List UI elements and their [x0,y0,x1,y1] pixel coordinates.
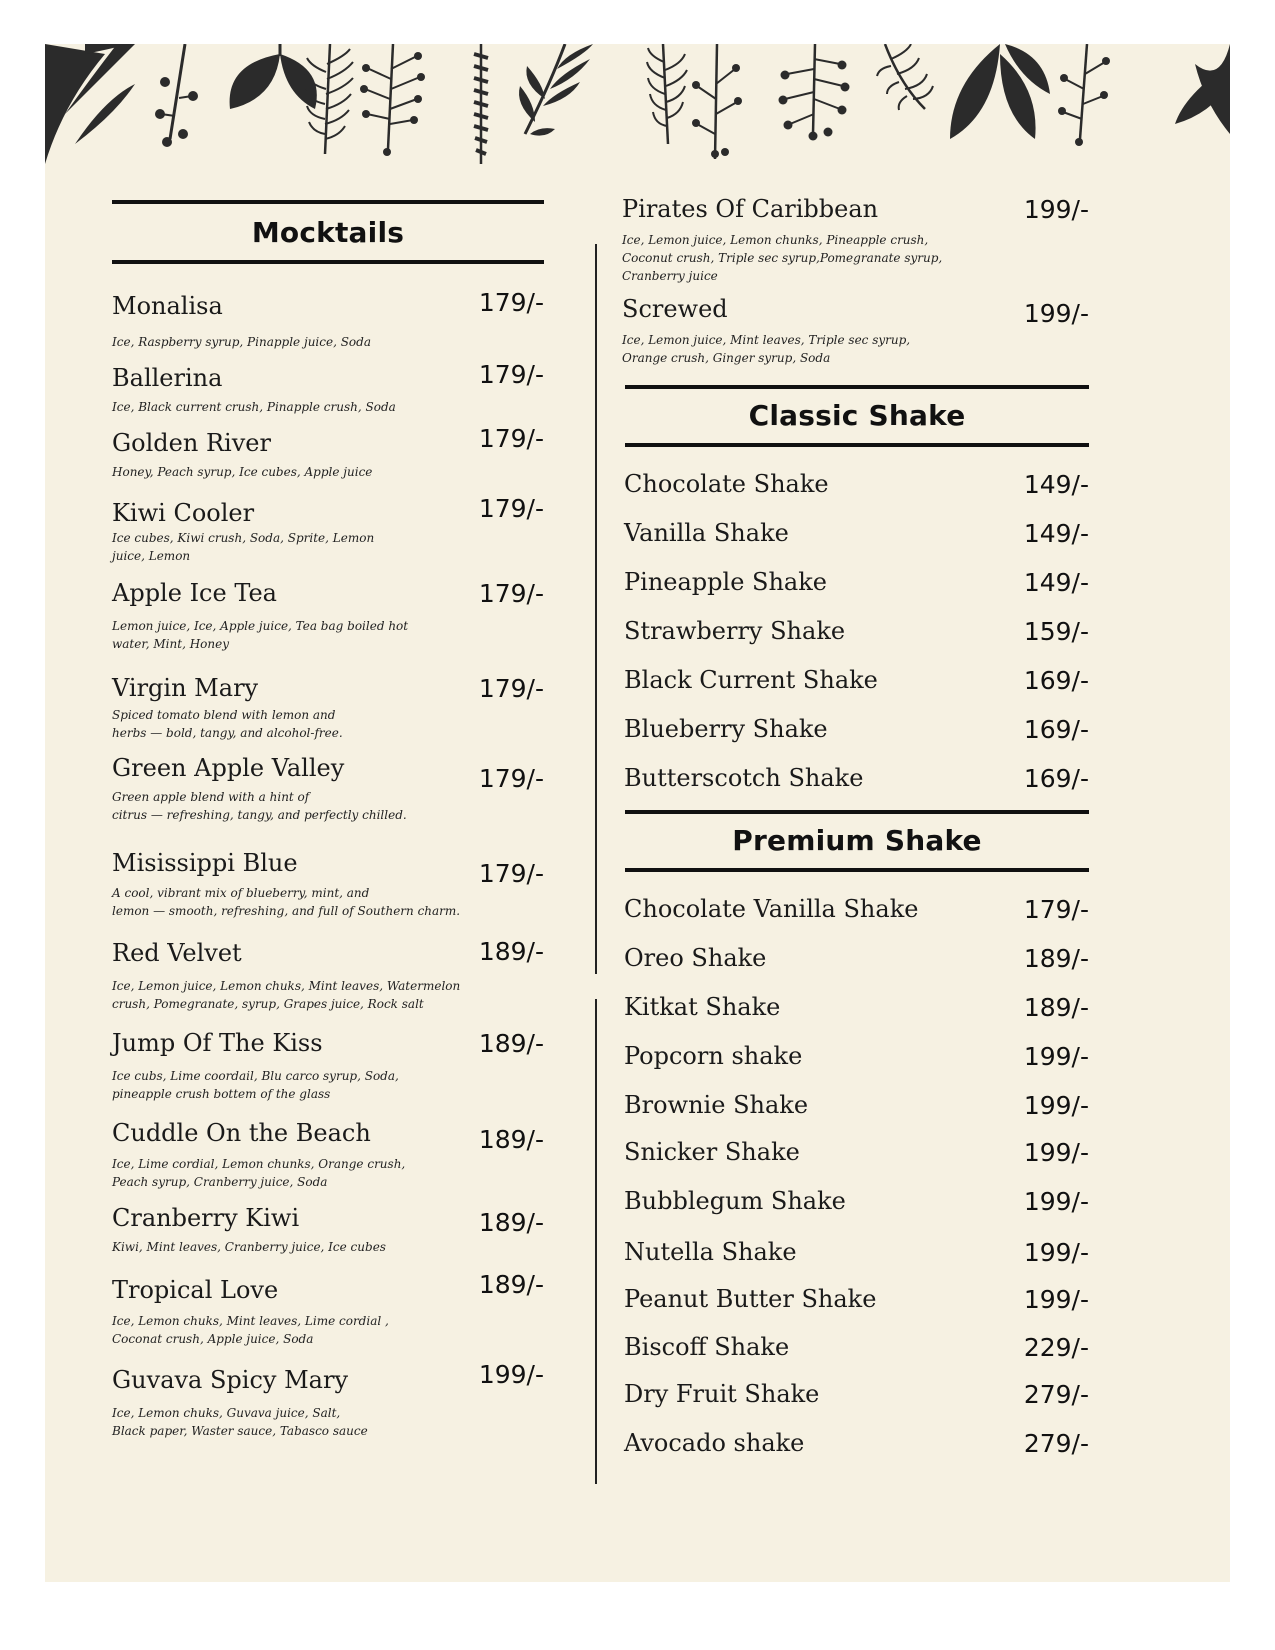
item-name: Peanut Butter Shake [624,1285,877,1313]
item-name: Kitkat Shake [624,993,781,1021]
premium-shake-heading-block [625,810,1089,872]
menu-item [624,519,1089,559]
menu-item [624,666,1089,706]
menu-item [624,568,1089,608]
item-name: Chocolate Vanilla Shake [624,895,919,923]
item-name: Dry Fruit Shake [624,1380,820,1408]
item-price: 179/- [478,674,544,703]
heading-rule-bottom [112,260,544,264]
item-name: Apple Ice Tea [112,579,277,607]
menu-item [624,1238,1089,1278]
menu-item [112,494,544,563]
menu-item [622,195,1089,283]
item-price: 149/- [1023,519,1089,548]
item-name: Ballerina [112,364,223,392]
item-description: Ice, Lemon juice, Mint leaves, Triple sec syrup, Orange crush, Ginger syrup, Soda [622,333,911,365]
heading-rule-top [112,200,544,204]
item-name: Pirates Of Caribbean [622,195,879,223]
item-price: 189/- [478,1208,544,1237]
heading-rule-top [625,810,1089,814]
item-price: 189/- [478,937,544,966]
item-price: 189/- [1023,993,1089,1022]
menu-item [112,1360,544,1438]
heading-rule-top [625,385,1089,389]
premium-shake-heading: Premium Shake [732,824,982,857]
item-price: 199/- [1023,1091,1089,1120]
item-name: Guvava Spicy Mary [112,1366,349,1394]
item-name: Vanilla Shake [624,519,789,547]
item-name: Tropical Love [112,1276,279,1304]
menu-item [624,764,1089,804]
menu-item [624,1333,1089,1373]
menu-item [624,1380,1089,1420]
item-description: Ice, Black current crush, Pinapple crush, Soda [112,400,396,414]
item-price: 179/- [478,764,544,793]
item-name: Misissippi Blue [112,849,298,877]
menu-item [112,360,544,414]
menu-item [112,674,544,740]
item-description: Ice, Lemon chuks, Guvava juice, Salt, Black paper, Waster sauce, Tabasco sauce [112,1406,368,1438]
item-name: Cuddle On the Beach [112,1119,371,1147]
menu-item [112,849,544,918]
item-price: 159/- [1023,617,1089,646]
menu-item [112,1119,544,1189]
column-divider-lower [595,999,597,1484]
heading-rule-bottom [625,868,1089,872]
menu-item [624,1042,1089,1082]
item-name: Monalisa [112,292,223,320]
menu-item [112,1270,544,1346]
item-name: Brownie Shake [624,1091,809,1119]
menu-item [624,1285,1089,1325]
classic-shake-heading-block [625,385,1089,447]
item-description: Ice cubs, Lime coordail, Blu carco syrup, Soda, pineapple crush bottem of the glass [112,1069,399,1101]
item-name: Avocado shake [624,1429,805,1457]
menu-item [624,993,1089,1033]
item-name: Bubblegum Shake [624,1187,846,1215]
item-price: 189/- [478,1029,544,1058]
menu-item [622,295,1089,365]
menu-item [624,1138,1089,1178]
menu-item [624,470,1089,510]
item-name: Screwed [622,295,728,323]
item-price: 169/- [1023,764,1089,793]
menu-item [624,1091,1089,1131]
item-price: 199/- [1023,299,1089,328]
item-name: Pineapple Shake [624,568,827,596]
menu-item [624,1429,1089,1469]
item-description: A cool, vibrant mix of blueberry, mint, and lemon — smooth, refreshing, and full of Southern charm. [112,886,461,918]
item-name: Green Apple Valley [112,754,345,782]
item-description: Ice, Lemon juice, Lemon chuks, Mint leaves, Watermelon crush, Pomegranate, syrup, Grapes juice, Rock salt [112,979,461,1011]
item-name: Blueberry Shake [624,715,828,743]
item-name: Red Velvet [112,939,242,967]
item-description: Ice, Raspberry syrup, Pinapple juice, Soda [112,335,371,349]
item-price: 169/- [1023,666,1089,695]
item-description: Honey, Peach syrup, Ice cubes, Apple juice [112,465,373,479]
item-price: 179/- [478,859,544,888]
item-name: Chocolate Shake [624,470,829,498]
item-price: 189/- [478,1270,544,1299]
menu-page [45,44,1230,1582]
item-price: 189/- [1023,944,1089,973]
menu-item [112,1029,544,1101]
menu-item [112,754,544,822]
item-name: Cranberry Kiwi [112,1204,300,1232]
item-price: 199/- [1023,1238,1089,1267]
item-price: 199/- [1023,1138,1089,1167]
item-price: 279/- [1023,1429,1089,1458]
menu-item [112,288,544,349]
item-price: 179/- [478,579,544,608]
item-description: Ice, Lemon juice, Lemon chunks, Pineapple crush, Coconut crush, Triple sec syrup,Pomegranate syrup, Cranberry juice [622,233,943,283]
item-price: 179/- [478,360,544,389]
menu-item [112,424,544,479]
menu-item [624,617,1089,657]
item-name: Butterscotch Shake [624,764,864,792]
menu-item [112,1204,544,1254]
menu-item [624,1187,1089,1227]
item-description: Ice cubes, Kiwi crush, Soda, Sprite, Lemon juice, Lemon [112,531,375,563]
item-price: 199/- [1023,1285,1089,1314]
item-name: Popcorn shake [624,1042,803,1070]
item-name: Golden River [112,429,271,457]
item-name: Snicker Shake [624,1138,800,1166]
menu-item [624,895,1089,935]
menu-item [624,944,1089,984]
item-price: 199/- [1023,1187,1089,1216]
mocktails-heading-block [112,200,544,264]
item-description: Ice, Lemon chuks, Mint leaves, Lime cordial , Coconat crush, Apple juice, Soda [112,1314,389,1346]
item-name: Black Current Shake [624,666,878,694]
item-price: 149/- [1023,568,1089,597]
classic-shake-heading: Classic Shake [748,399,966,432]
menu-item [112,937,544,1011]
item-name: Oreo Shake [624,944,767,972]
item-description: Ice, Lime cordial, Lemon chunks, Orange crush, Peach syrup, Cranberry juice, Soda [112,1157,406,1189]
item-price: 179/- [478,494,544,523]
item-price: 179/- [478,424,544,453]
item-name: Virgin Mary [112,674,259,702]
heading-rule-bottom [625,443,1089,447]
mocktails-heading: Mocktails [251,216,405,249]
item-name: Biscoff Shake [624,1333,790,1361]
item-price: 169/- [1023,715,1089,744]
item-description: Spiced tomato blend with lemon and herbs — bold, tangy, and alcohol-free. [112,708,343,740]
item-description: Lemon juice, Ice, Apple juice, Tea bag boiled hot water, Mint, Honey [112,619,409,651]
menu-item [112,579,544,651]
item-name: Nutella Shake [624,1238,797,1266]
item-price: 199/- [1023,1042,1089,1071]
item-price: 189/- [478,1125,544,1154]
menu-item [624,715,1089,755]
item-price: 229/- [1023,1333,1089,1362]
item-price: 179/- [1023,895,1089,924]
item-name: Strawberry Shake [624,617,846,645]
item-price: 199/- [478,1360,544,1389]
item-price: 279/- [1023,1380,1089,1409]
item-price: 179/- [478,288,544,317]
item-name: Kiwi Cooler [112,499,255,527]
item-price: 149/- [1023,470,1089,499]
item-description: Kiwi, Mint leaves, Cranberry juice, Ice cubes [112,1240,386,1254]
item-description: Green apple blend with a hint of citrus — refreshing, tangy, and perfectly chilled. [112,790,407,822]
item-name: Jump Of The Kiss [112,1029,323,1057]
item-price: 199/- [1023,195,1089,224]
column-divider-upper [595,244,597,974]
